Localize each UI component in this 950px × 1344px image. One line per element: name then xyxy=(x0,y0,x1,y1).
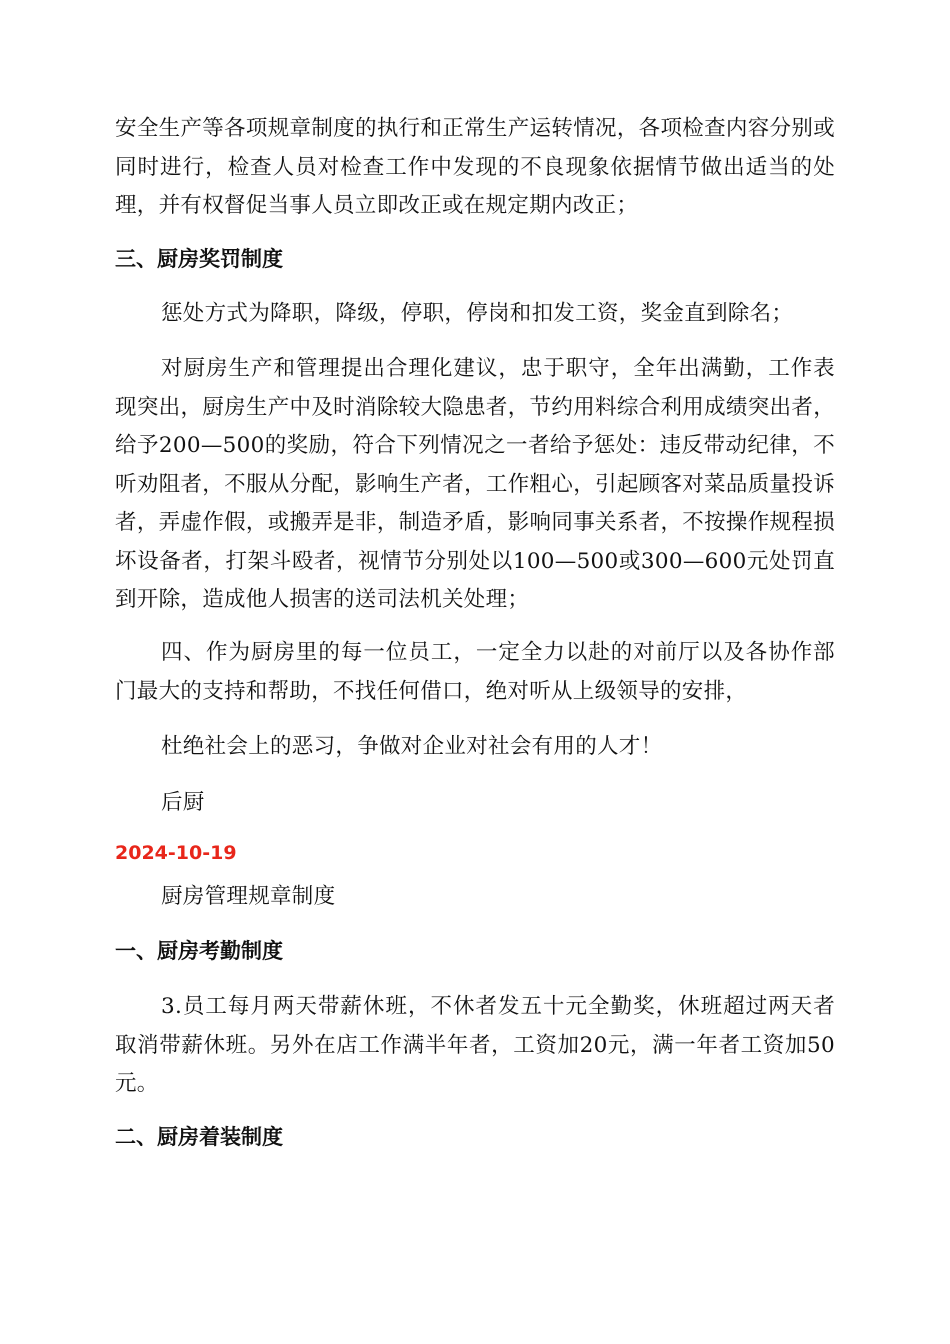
document-date: 2024-10-19 xyxy=(115,842,237,864)
paragraph-paid-leave: 3.员工每月两天带薪休班，不休者发五十元全勤奖，休班超过两天者取消带薪休班。另外在店工作满半年者，工资加20元，满一年者工资加50元。 xyxy=(115,994,835,1096)
paragraph-avoid-bad-habits: 杜绝社会上的恶习，争做对企业对社会有用的人才！ xyxy=(161,734,663,759)
heading-dress-code: 二、厨房着装制度 xyxy=(115,1125,283,1149)
signature-kitchen: 后厨 xyxy=(161,790,205,815)
document-title: 厨房管理规章制度 xyxy=(161,884,336,909)
heading-attendance: 一、厨房考勤制度 xyxy=(115,939,283,963)
paragraph-safety-inspection: 安全生产等各项规章制度的执行和正常生产运转情况，各项检查内容分别或同时进行，检查人员对检查工作中发现的不良现象依据情节做出适当的处理，并有权督促当事人员立即改正或在规定期内改正； xyxy=(115,116,835,218)
paragraph-penalty-methods: 惩处方式为降职，降级，停职，停岗和扣发工资，奖金直到除名； xyxy=(161,301,794,326)
paragraph-rewards-details: 对厨房生产和管理提出合理化建议，忠于职守，全年出满勤，工作表现突出，厨房生产中及时消除较大隐患者，节约用料综合利用成绩突出者，给予200—500的奖励，符合下列情况之一者给予惩处：违反带动纪律，不听劝阻者，不服从分配，影响生产者，工作粗心，引起顾客对菜品质量投诉者，弄虚作假，或搬弄是非，制造矛盾，影响同事关系者，不按操作规程损坏设备者，打架斗殴者，视情节分别处以100—500或300—600元处罚直到开除，造成他人损害的送司法机关处理； xyxy=(115,356,835,612)
paragraph-staff-support: 四、作为厨房里的每一位员工，一定全力以赴的对前厅以及各协作部门最大的支持和帮助，不找任何借口，绝对听从上级领导的安排， xyxy=(115,640,835,704)
heading-rewards-penalties: 三、厨房奖罚制度 xyxy=(115,247,283,271)
